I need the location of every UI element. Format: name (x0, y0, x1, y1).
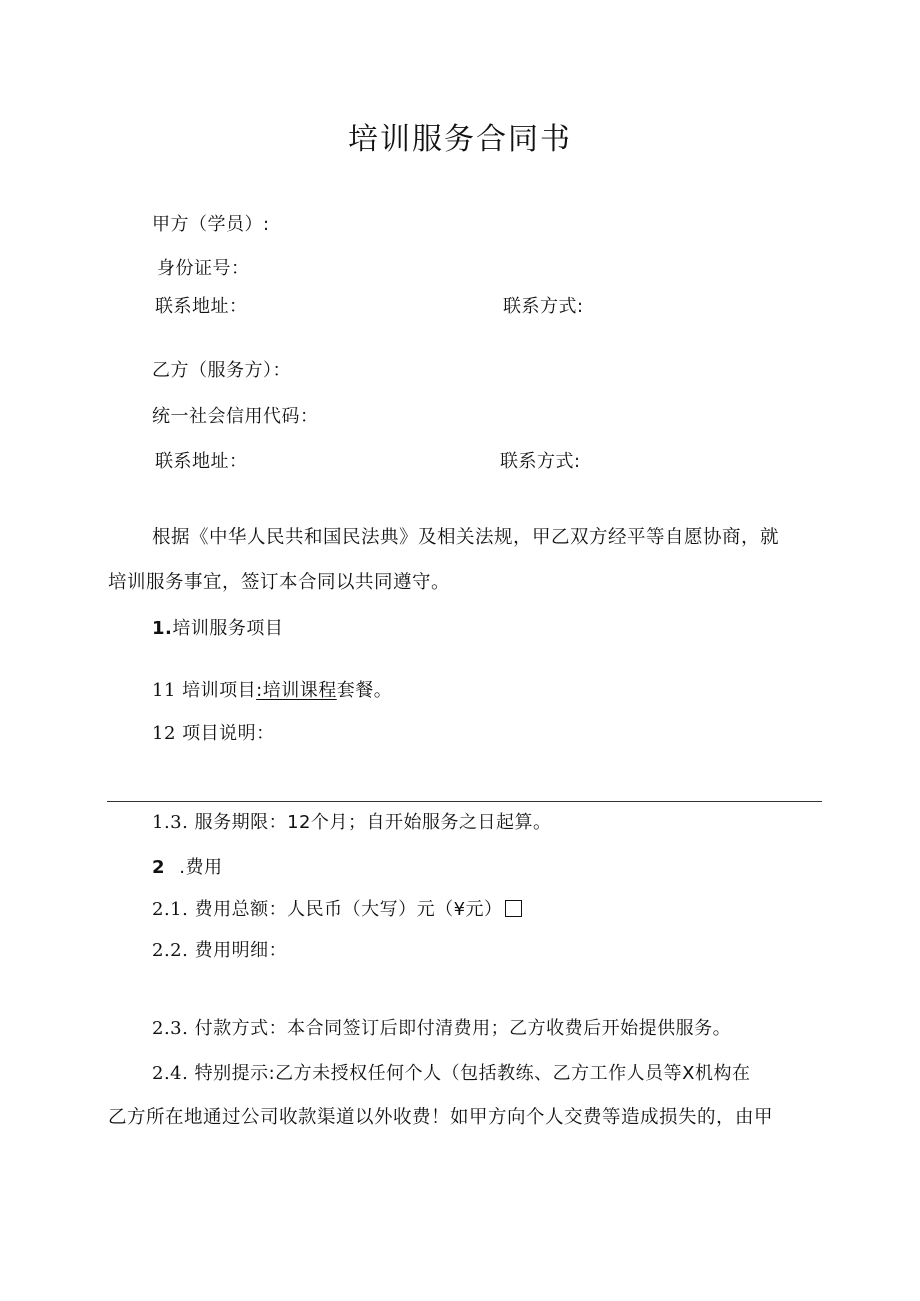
party-b-credit-code-label: 统一社会信用代码： (152, 406, 319, 427)
item-1-3-text: 服务期限：12个月；自开始服务之日起算。 (194, 812, 552, 833)
checkbox-square-icon (505, 900, 522, 917)
item-2-4-line-2: 乙方所在地通过公司收款渠道以外收费！如甲方向个人交费等造成损失的，由甲 (108, 1107, 774, 1128)
item-1-1-number: 11 (152, 680, 176, 701)
item-1-1 (152, 679, 392, 703)
item-1-1-value: :培训课程 (256, 680, 337, 701)
party-b-address-label: 联系地址： (155, 451, 248, 472)
item-2-1 (152, 898, 522, 922)
item-2-2 (152, 939, 287, 963)
party-a-address-label: 联系地址： (155, 296, 248, 317)
section-1-title: 培训服务项目 (172, 618, 284, 639)
item-2-3-text: 付款方式：本合同签订后即付清费用；乙方收费后开始提供服务。 (194, 1018, 732, 1039)
party-a-label: 甲方（学员）: (152, 214, 270, 235)
intro-line-2: 培训服务事宜，签订本合同以共同遵守。 (108, 572, 451, 593)
item-2-4-number: 2.4. (152, 1063, 189, 1084)
party-a-contact-label: 联系方式: (503, 296, 584, 317)
section-1-heading (152, 617, 283, 641)
section-1-number: 1. (152, 618, 173, 639)
item-2-4-text-1: 特别提示:乙方未授权任何个人（包括教练、乙方工作人员等Ⅹ机构在 (194, 1063, 751, 1084)
item-2-4-line-1 (152, 1062, 751, 1086)
item-1-1-label: 培训项目 (182, 680, 257, 701)
item-1-1-suffix: 套餐。 (336, 680, 393, 701)
intro-line-1: 根据《中华人民共和国民法典》及相关法规，甲乙双方经平等自愿协商，就 (152, 527, 780, 548)
blank-fill-line (107, 801, 822, 802)
item-2-3 (152, 1017, 731, 1041)
item-1-3 (152, 811, 552, 835)
section-2-number: 2 (152, 857, 166, 878)
contract-title: 培训服务合同书 (348, 122, 572, 157)
party-b-label: 乙方（服务方）： (152, 360, 291, 381)
party-a-id-label: 身份证号： (157, 258, 250, 279)
party-b-contact-label: 联系方式: (500, 451, 581, 472)
item-2-1-text: 费用总额：人民币（大写）元（¥元） (194, 899, 503, 920)
item-2-3-number: 2.3. (152, 1018, 189, 1039)
item-2-2-number: 2.2. (152, 940, 189, 961)
item-1-3-number: 1.3. (152, 812, 189, 833)
item-2-1-number: 2.1. (152, 899, 189, 920)
section-2-heading (152, 856, 223, 880)
item-1-2-label: 项目说明： (182, 723, 275, 744)
item-2-2-text: 费用明细： (194, 940, 288, 961)
section-2-title: .费用 (179, 857, 223, 878)
item-1-2-number: 12 (152, 723, 176, 744)
item-1-2 (152, 722, 275, 746)
